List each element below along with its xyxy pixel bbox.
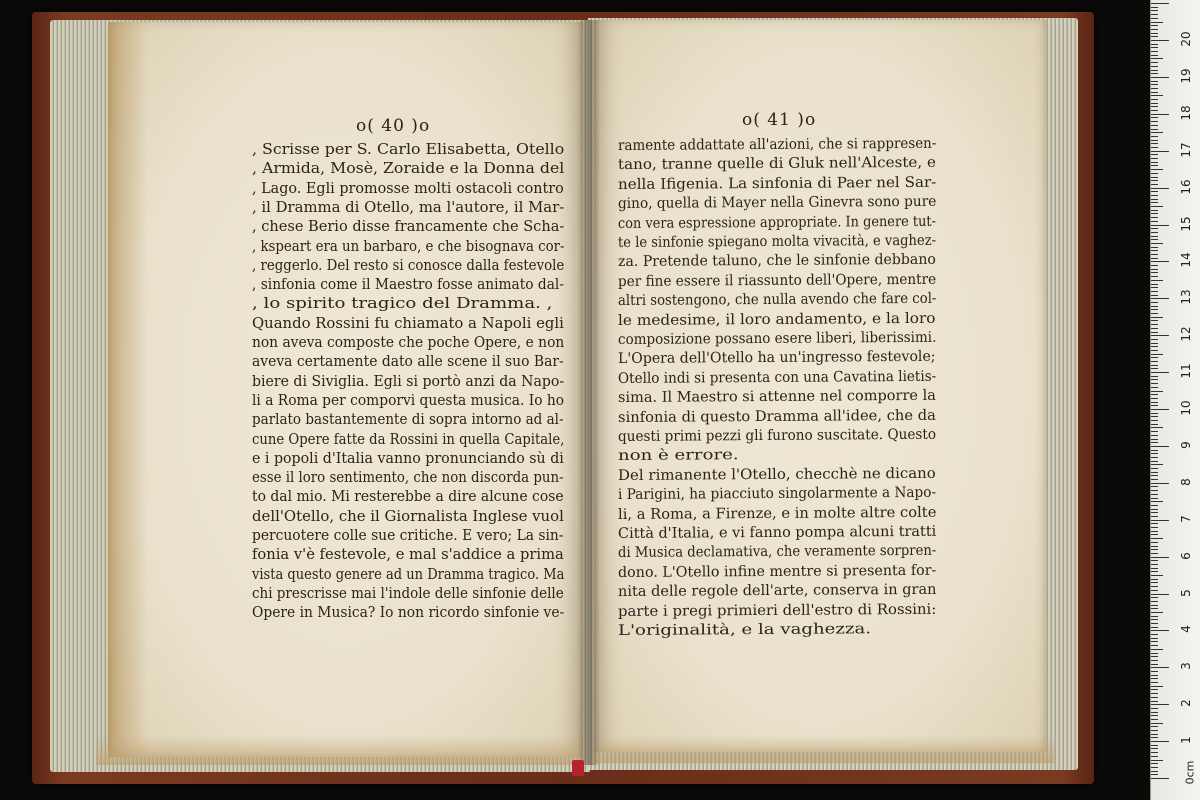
ruler-tick <box>1151 546 1158 547</box>
ruler-tick <box>1151 306 1158 307</box>
bookmark-ribbon <box>572 760 584 776</box>
ruler-tick <box>1151 531 1158 532</box>
ruler-tick <box>1151 542 1158 543</box>
ruler-tick <box>1151 55 1158 56</box>
ruler-number: 9 <box>1179 441 1193 449</box>
ruler-tick <box>1151 114 1169 115</box>
ruler-tick <box>1151 77 1169 78</box>
ruler-tick <box>1151 726 1158 727</box>
ruler-number: 17 <box>1179 142 1193 158</box>
ruler-tick <box>1151 317 1163 318</box>
ruler-tick <box>1151 664 1158 665</box>
ruler-tick <box>1151 689 1158 690</box>
ruler-number: 10 <box>1179 400 1193 416</box>
text-line: , chese Berio disse francamente che Scha- <box>252 219 565 236</box>
ruler-tick <box>1151 110 1158 111</box>
ruler-tick <box>1151 129 1158 130</box>
ruler-tick <box>1151 575 1163 576</box>
text-line: ramente addattate all'azioni, che si rappresen- <box>617 135 937 154</box>
ruler-tick <box>1151 22 1163 23</box>
ruler-tick <box>1151 147 1158 148</box>
ruler-tick <box>1151 202 1158 203</box>
ruler-number: 2 <box>1179 699 1193 708</box>
ruler-tick <box>1151 464 1163 465</box>
ruler-number: 20 <box>1179 31 1193 47</box>
ruler-tick <box>1151 468 1158 469</box>
ruler-tick <box>1151 313 1158 314</box>
ruler-tick <box>1151 756 1158 757</box>
ruler-tick <box>1151 405 1158 406</box>
ruler-tick <box>1151 402 1158 403</box>
ruler-tick <box>1151 498 1158 499</box>
ruler-number: 3 <box>1179 662 1193 671</box>
ruler-tick <box>1151 505 1158 506</box>
ruler-tick <box>1151 151 1169 152</box>
ruler-tick <box>1151 630 1169 631</box>
ruler-tick <box>1151 14 1158 15</box>
page-number-left: o( 40 )o <box>356 116 431 136</box>
ruler-tick <box>1151 136 1158 137</box>
ruler-tick <box>1151 239 1158 240</box>
ruler-number: 14 <box>1179 252 1193 269</box>
ruler-tick <box>1151 125 1158 126</box>
text-line: non aveva composte che poche Opere, e non <box>252 335 565 351</box>
ruler-tick <box>1151 741 1169 742</box>
ruler-tick <box>1151 40 1169 41</box>
ruler-tick <box>1151 413 1158 414</box>
ruler-tick <box>1151 601 1158 602</box>
text-line: li a Roma per comporvi questa musica. Io ho <box>252 392 565 409</box>
ruler-number: 15 <box>1179 215 1193 232</box>
ruler-tick <box>1151 638 1158 639</box>
ruler-tick <box>1151 70 1158 71</box>
text-line: sima. Il Maestro si attenne nel comporre la <box>617 387 936 407</box>
ruler-tick <box>1151 778 1169 779</box>
ruler-tick <box>1151 737 1158 738</box>
ruler-tick <box>1151 143 1158 144</box>
ruler-tick <box>1151 47 1158 48</box>
ruler-tick <box>1151 745 1158 746</box>
text-line: Quando Rossini fu chiamato a Napoli egli <box>252 315 564 332</box>
ruler-number: 7 <box>1179 514 1193 523</box>
ruler-tick <box>1151 272 1158 273</box>
text-line: gino, quella di Mayer nella Ginevra sono pure <box>617 193 937 213</box>
ruler-tick <box>1151 221 1158 222</box>
ruler-tick <box>1151 298 1169 299</box>
ruler-tick <box>1151 523 1158 524</box>
ruler-tick <box>1151 538 1163 539</box>
ruler-number: 18 <box>1179 105 1193 121</box>
text-line: non è errore. <box>617 447 739 465</box>
ruler-tick <box>1151 10 1158 11</box>
ruler-tick <box>1151 512 1158 513</box>
ruler-tick <box>1151 309 1158 310</box>
page-bottom-edge-left <box>96 735 583 765</box>
ruler-number: 12 <box>1179 326 1193 342</box>
ruler-tick <box>1151 291 1158 292</box>
ruler-tick <box>1151 391 1163 392</box>
ruler-tick <box>1151 195 1158 196</box>
ruler-tick <box>1151 339 1158 340</box>
ruler-tick <box>1151 486 1158 487</box>
ruler-tick <box>1151 734 1158 735</box>
text-line: Città d'Italia, e vi fanno pompa alcuni tratti <box>617 523 937 542</box>
ruler-tick <box>1151 571 1158 572</box>
ruler-tick <box>1151 188 1169 189</box>
text-line: cune Opere fatte da Rossini in quella Capitale, <box>252 431 565 448</box>
ruler-unit-label: 0cm <box>1183 760 1197 785</box>
ruler-tick <box>1151 73 1158 74</box>
ruler-tick <box>1151 708 1158 709</box>
ruler-tick <box>1151 442 1158 443</box>
text-line: te le sinfonie spiegano molta vivacità, e vaghez- <box>617 232 937 251</box>
ruler-tick <box>1151 269 1158 270</box>
ruler-tick <box>1151 483 1169 484</box>
ruler-tick <box>1151 723 1163 724</box>
ruler-tick <box>1151 350 1158 351</box>
ruler-number: 1 <box>1179 736 1193 744</box>
ruler-tick <box>1151 276 1158 277</box>
ruler-number: 11 <box>1179 363 1193 379</box>
text-line: di Musica declamativa, che veramente sorpren- <box>617 543 937 562</box>
ruler-tick <box>1151 191 1158 192</box>
ruler-tick <box>1151 715 1158 716</box>
ruler-tick <box>1151 346 1158 347</box>
ruler-tick <box>1151 645 1158 646</box>
ruler-tick <box>1151 594 1169 595</box>
ruler-tick <box>1151 154 1158 155</box>
ruler-tick <box>1151 516 1158 517</box>
text-line: Del rimanente l'Otello, checchè ne dicano <box>617 465 936 484</box>
ruler-tick <box>1151 62 1158 63</box>
text-line: dono. L'Otello infine mentre si presenta for- <box>617 562 937 581</box>
text-line: , il Dramma di Otello, ma l'autore, il Mar- <box>252 199 565 216</box>
text-line: , sinfonia come il Maestro fosse animato dal- <box>252 277 564 294</box>
text-line: , Armida, Mosè, Zoraide e la Donna del <box>252 161 565 178</box>
ruler-tick <box>1151 383 1158 384</box>
ruler-tick <box>1151 287 1158 288</box>
ruler-tick <box>1151 619 1158 620</box>
ruler-tick <box>1151 534 1158 535</box>
ruler-tick <box>1151 335 1169 336</box>
text-line: , kspeart era un barbaro, e che bisognava cor- <box>252 238 565 255</box>
ruler-tick <box>1151 686 1163 687</box>
text-line: chi prescrisse mai l'indole delle sinfonie delle <box>252 585 564 602</box>
ruler-tick <box>1151 590 1158 591</box>
ruler-tick <box>1151 236 1158 237</box>
ruler-tick <box>1151 184 1158 185</box>
ruler-tick <box>1151 44 1158 45</box>
ruler-tick <box>1151 232 1158 233</box>
text-line: , Scrisse per S. Carlo Elisabetta, Otello <box>252 142 565 158</box>
text-line: con vera espressione appropriate. In genere tut- <box>617 213 936 232</box>
ruler-tick <box>1151 719 1158 720</box>
page-bottom-edge-right <box>594 735 1054 763</box>
ruler-tick <box>1151 461 1158 462</box>
ruler-number: 5 <box>1179 588 1193 597</box>
ruler-tick <box>1151 472 1158 473</box>
ruler-tick <box>1151 376 1158 377</box>
ruler-tick <box>1151 774 1158 775</box>
text-line: parte i pregi primieri dell'estro di Rossini: <box>617 601 937 620</box>
ruler-tick <box>1151 280 1163 281</box>
ruler-tick <box>1151 81 1158 82</box>
ruler-tick <box>1151 435 1158 436</box>
ruler-tick <box>1151 494 1158 495</box>
ruler-tick <box>1151 140 1158 141</box>
ruler-tick <box>1151 763 1158 764</box>
ruler-number: 19 <box>1179 68 1193 84</box>
text-line: tano, tranne quelle di Gluk nell'Alceste, e <box>617 155 936 174</box>
text-line: altri sostengono, che nulla avendo che fare col- <box>617 290 937 310</box>
text-line: i Parigini, ha piacciuto singolarmente a Napo- <box>617 484 937 504</box>
ruler-tick <box>1151 261 1169 262</box>
text-line: aveva certamente dato alle scene il suo Bar- <box>252 354 564 371</box>
ruler-tick <box>1151 387 1158 388</box>
ruler-tick <box>1151 379 1158 380</box>
ruler-tick <box>1151 653 1158 654</box>
ruler-tick <box>1151 457 1158 458</box>
text-line: L'originalità, e la vaghezza. <box>617 621 872 639</box>
ruler-tick <box>1151 446 1169 447</box>
ruler-tick <box>1151 424 1158 425</box>
ruler-tick <box>1151 597 1158 598</box>
ruler-number: 8 <box>1179 477 1193 486</box>
ruler-tick <box>1151 173 1158 174</box>
ruler-tick <box>1151 420 1158 421</box>
ruler-tick <box>1151 372 1169 373</box>
text-line: , reggerlo. Del resto si conosce dalla festevole <box>252 257 565 274</box>
page-number-right: o( 41 )o <box>742 110 817 130</box>
ruler-tick <box>1151 730 1158 731</box>
text-line: vista questo genere ad un Dramma tragico. Ma <box>252 566 565 583</box>
ruler-tick <box>1151 582 1158 583</box>
ruler-tick <box>1151 88 1158 89</box>
ruler-tick <box>1151 475 1158 476</box>
ruler-tick <box>1151 579 1158 580</box>
ruler-tick <box>1151 158 1158 159</box>
ruler-tick <box>1151 649 1163 650</box>
ruler-number: 6 <box>1179 551 1193 560</box>
text-line: biere di Siviglia. Egli si portò anzi da Napo- <box>252 373 565 390</box>
ruler-tick <box>1151 660 1158 661</box>
ruler-tick <box>1151 284 1158 285</box>
ruler-tick <box>1151 416 1158 417</box>
ruler-tick <box>1151 162 1158 163</box>
text-line: nita delle regole dell'arte, conserva in gran <box>617 581 937 601</box>
text-line: le medesime, il loro andamento, e la loro <box>617 310 936 329</box>
text-line: percuotere colle sue critiche. E vero; La sin- <box>252 528 564 544</box>
text-line: esse il loro sentimento, che non discorda pun- <box>252 470 564 487</box>
ruler-tick <box>1151 66 1158 67</box>
ruler-tick <box>1151 453 1158 454</box>
ruler-tick <box>1151 106 1158 107</box>
ruler-tick <box>1151 697 1158 698</box>
ruler-tick <box>1151 328 1158 329</box>
ruler-tick <box>1151 682 1158 683</box>
ruler-tick <box>1151 228 1158 229</box>
ruler-tick <box>1151 117 1158 118</box>
page-stain <box>108 22 148 757</box>
ruler-number: 16 <box>1179 178 1193 195</box>
ruler-tick <box>1151 18 1158 19</box>
ruler-tick <box>1151 586 1158 587</box>
ruler-tick <box>1151 95 1163 96</box>
ruler-tick <box>1151 656 1158 657</box>
ruler-tick <box>1151 564 1158 565</box>
ruler-tick <box>1151 767 1158 768</box>
ruler-tick <box>1151 568 1158 569</box>
ruler-tick <box>1151 99 1158 100</box>
measuring-ruler <box>1150 0 1200 800</box>
ruler-tick <box>1151 553 1158 554</box>
ruler-tick <box>1151 450 1158 451</box>
ruler-tick <box>1151 121 1158 122</box>
ruler-tick <box>1151 612 1163 613</box>
ruler-tick <box>1151 33 1158 34</box>
ruler-tick <box>1151 250 1158 251</box>
ruler-tick <box>1151 693 1158 694</box>
ruler-tick <box>1151 332 1158 333</box>
ruler-tick <box>1151 210 1158 211</box>
ruler-tick <box>1151 623 1158 624</box>
text-line: Opere in Musica? Io non ricordo sinfonie ve- <box>252 605 565 622</box>
ruler-tick <box>1151 354 1163 355</box>
text-line: li, a Roma, a Firenze, e in molte altre colte <box>617 504 937 523</box>
ruler-tick <box>1151 243 1163 244</box>
text-line: , lo spirito tragico del Dramma. , <box>252 296 553 313</box>
text-line: L'Opera dell'Otello ha un'ingresso festevole; <box>617 349 936 368</box>
text-line: to dal mio. Mi resterebbe a dire alcune cose <box>252 489 564 506</box>
ruler-tick <box>1151 103 1158 104</box>
ruler-tick <box>1151 225 1169 226</box>
ruler-number: 4 <box>1179 625 1193 634</box>
ruler-tick <box>1151 520 1169 521</box>
ruler-tick <box>1151 701 1158 702</box>
text-line: za. Pretende taluno, che le sinfonie debbano <box>617 252 936 271</box>
ruler-tick <box>1151 560 1158 561</box>
ruler-tick <box>1151 675 1158 676</box>
ruler-tick <box>1151 760 1163 761</box>
ruler-tick <box>1151 608 1158 609</box>
ruler-tick <box>1151 427 1163 428</box>
ruler-tick <box>1151 671 1158 672</box>
ruler-tick <box>1151 678 1158 679</box>
text-line: dell'Otello, che il Giornalista Inglese vuol <box>252 508 564 525</box>
ruler-tick <box>1151 704 1169 705</box>
ruler-tick <box>1151 213 1158 214</box>
text-line: fonia v'è festevole, e mal s'addice a prima <box>252 547 564 564</box>
ruler-tick <box>1151 365 1158 366</box>
ruler-tick <box>1151 84 1158 85</box>
text-line: nella Ifigenia. La sinfonia di Paer nel Sar- <box>617 174 937 193</box>
ruler-tick <box>1151 641 1158 642</box>
ruler-tick <box>1151 557 1169 558</box>
ruler-tick <box>1151 206 1163 207</box>
ruler-tick <box>1151 357 1158 358</box>
ruler-tick <box>1151 217 1158 218</box>
ruler-tick <box>1151 394 1158 395</box>
ruler-tick <box>1151 324 1158 325</box>
ruler-tick <box>1151 634 1158 635</box>
ruler-tick <box>1151 368 1158 369</box>
ruler-tick <box>1151 247 1158 248</box>
ruler-tick <box>1151 36 1158 37</box>
ruler-tick <box>1151 409 1169 410</box>
ruler-tick <box>1151 752 1158 753</box>
ruler-tick <box>1151 748 1158 749</box>
ruler-number: 13 <box>1179 289 1193 305</box>
ruler-tick <box>1151 132 1163 133</box>
ruler-tick <box>1151 180 1158 181</box>
ruler-tick <box>1151 25 1158 26</box>
book-gutter <box>578 20 600 765</box>
ruler-tick <box>1151 439 1158 440</box>
ruler-tick <box>1151 361 1158 362</box>
ruler-tick <box>1151 605 1158 606</box>
ruler-tick <box>1151 509 1158 510</box>
text-line: per fine essere il riassunto dell'Opere, mentre <box>617 271 937 290</box>
ruler-tick <box>1151 527 1158 528</box>
ruler-tick <box>1151 398 1158 399</box>
ruler-tick <box>1151 169 1163 170</box>
ruler-tick <box>1151 490 1158 491</box>
text-line: questi primi pezzi gli furono suscitate. Questo <box>617 426 937 445</box>
ruler-tick <box>1151 165 1158 166</box>
ruler-tick <box>1151 29 1158 30</box>
ruler-tick <box>1151 501 1163 502</box>
ruler-tick <box>1151 177 1158 178</box>
text-line: sinfonia di questo Dramma all'idee, che da <box>617 407 936 426</box>
text-line: Otello indi si presenta con una Cavatina lietis- <box>617 368 937 387</box>
ruler-tick <box>1151 51 1158 52</box>
ruler-tick <box>1151 431 1158 432</box>
ruler-tick <box>1151 258 1158 259</box>
ruler-tick <box>1151 265 1158 266</box>
ruler-tick <box>1151 771 1158 772</box>
ruler-tick <box>1151 295 1158 296</box>
ruler-tick <box>1151 627 1158 628</box>
ruler-tick <box>1151 712 1158 713</box>
text-line: composizione possano esere liberi, liberissimi. <box>617 329 937 348</box>
ruler-tick <box>1151 343 1158 344</box>
ruler-tick <box>1151 479 1158 480</box>
ruler-tick <box>1151 254 1158 255</box>
ruler-tick <box>1151 7 1158 8</box>
text-line: parlato bastantemente di sopra intorno ad al- <box>252 412 564 429</box>
ruler-tick <box>1151 320 1158 321</box>
ruler-tick <box>1151 92 1158 93</box>
ruler-tick <box>1151 58 1163 59</box>
ruler-tick <box>1151 3 1169 4</box>
ruler-tick <box>1151 667 1169 668</box>
text-line: e i popoli d'Italia vanno pronunciando sù di <box>252 450 564 467</box>
ruler-tick <box>1151 549 1158 550</box>
ruler-tick <box>1151 616 1158 617</box>
ruler-tick <box>1151 199 1158 200</box>
text-line: , Lago. Egli promosse molti ostacoli contro <box>252 180 564 197</box>
ruler-tick <box>1151 302 1158 303</box>
